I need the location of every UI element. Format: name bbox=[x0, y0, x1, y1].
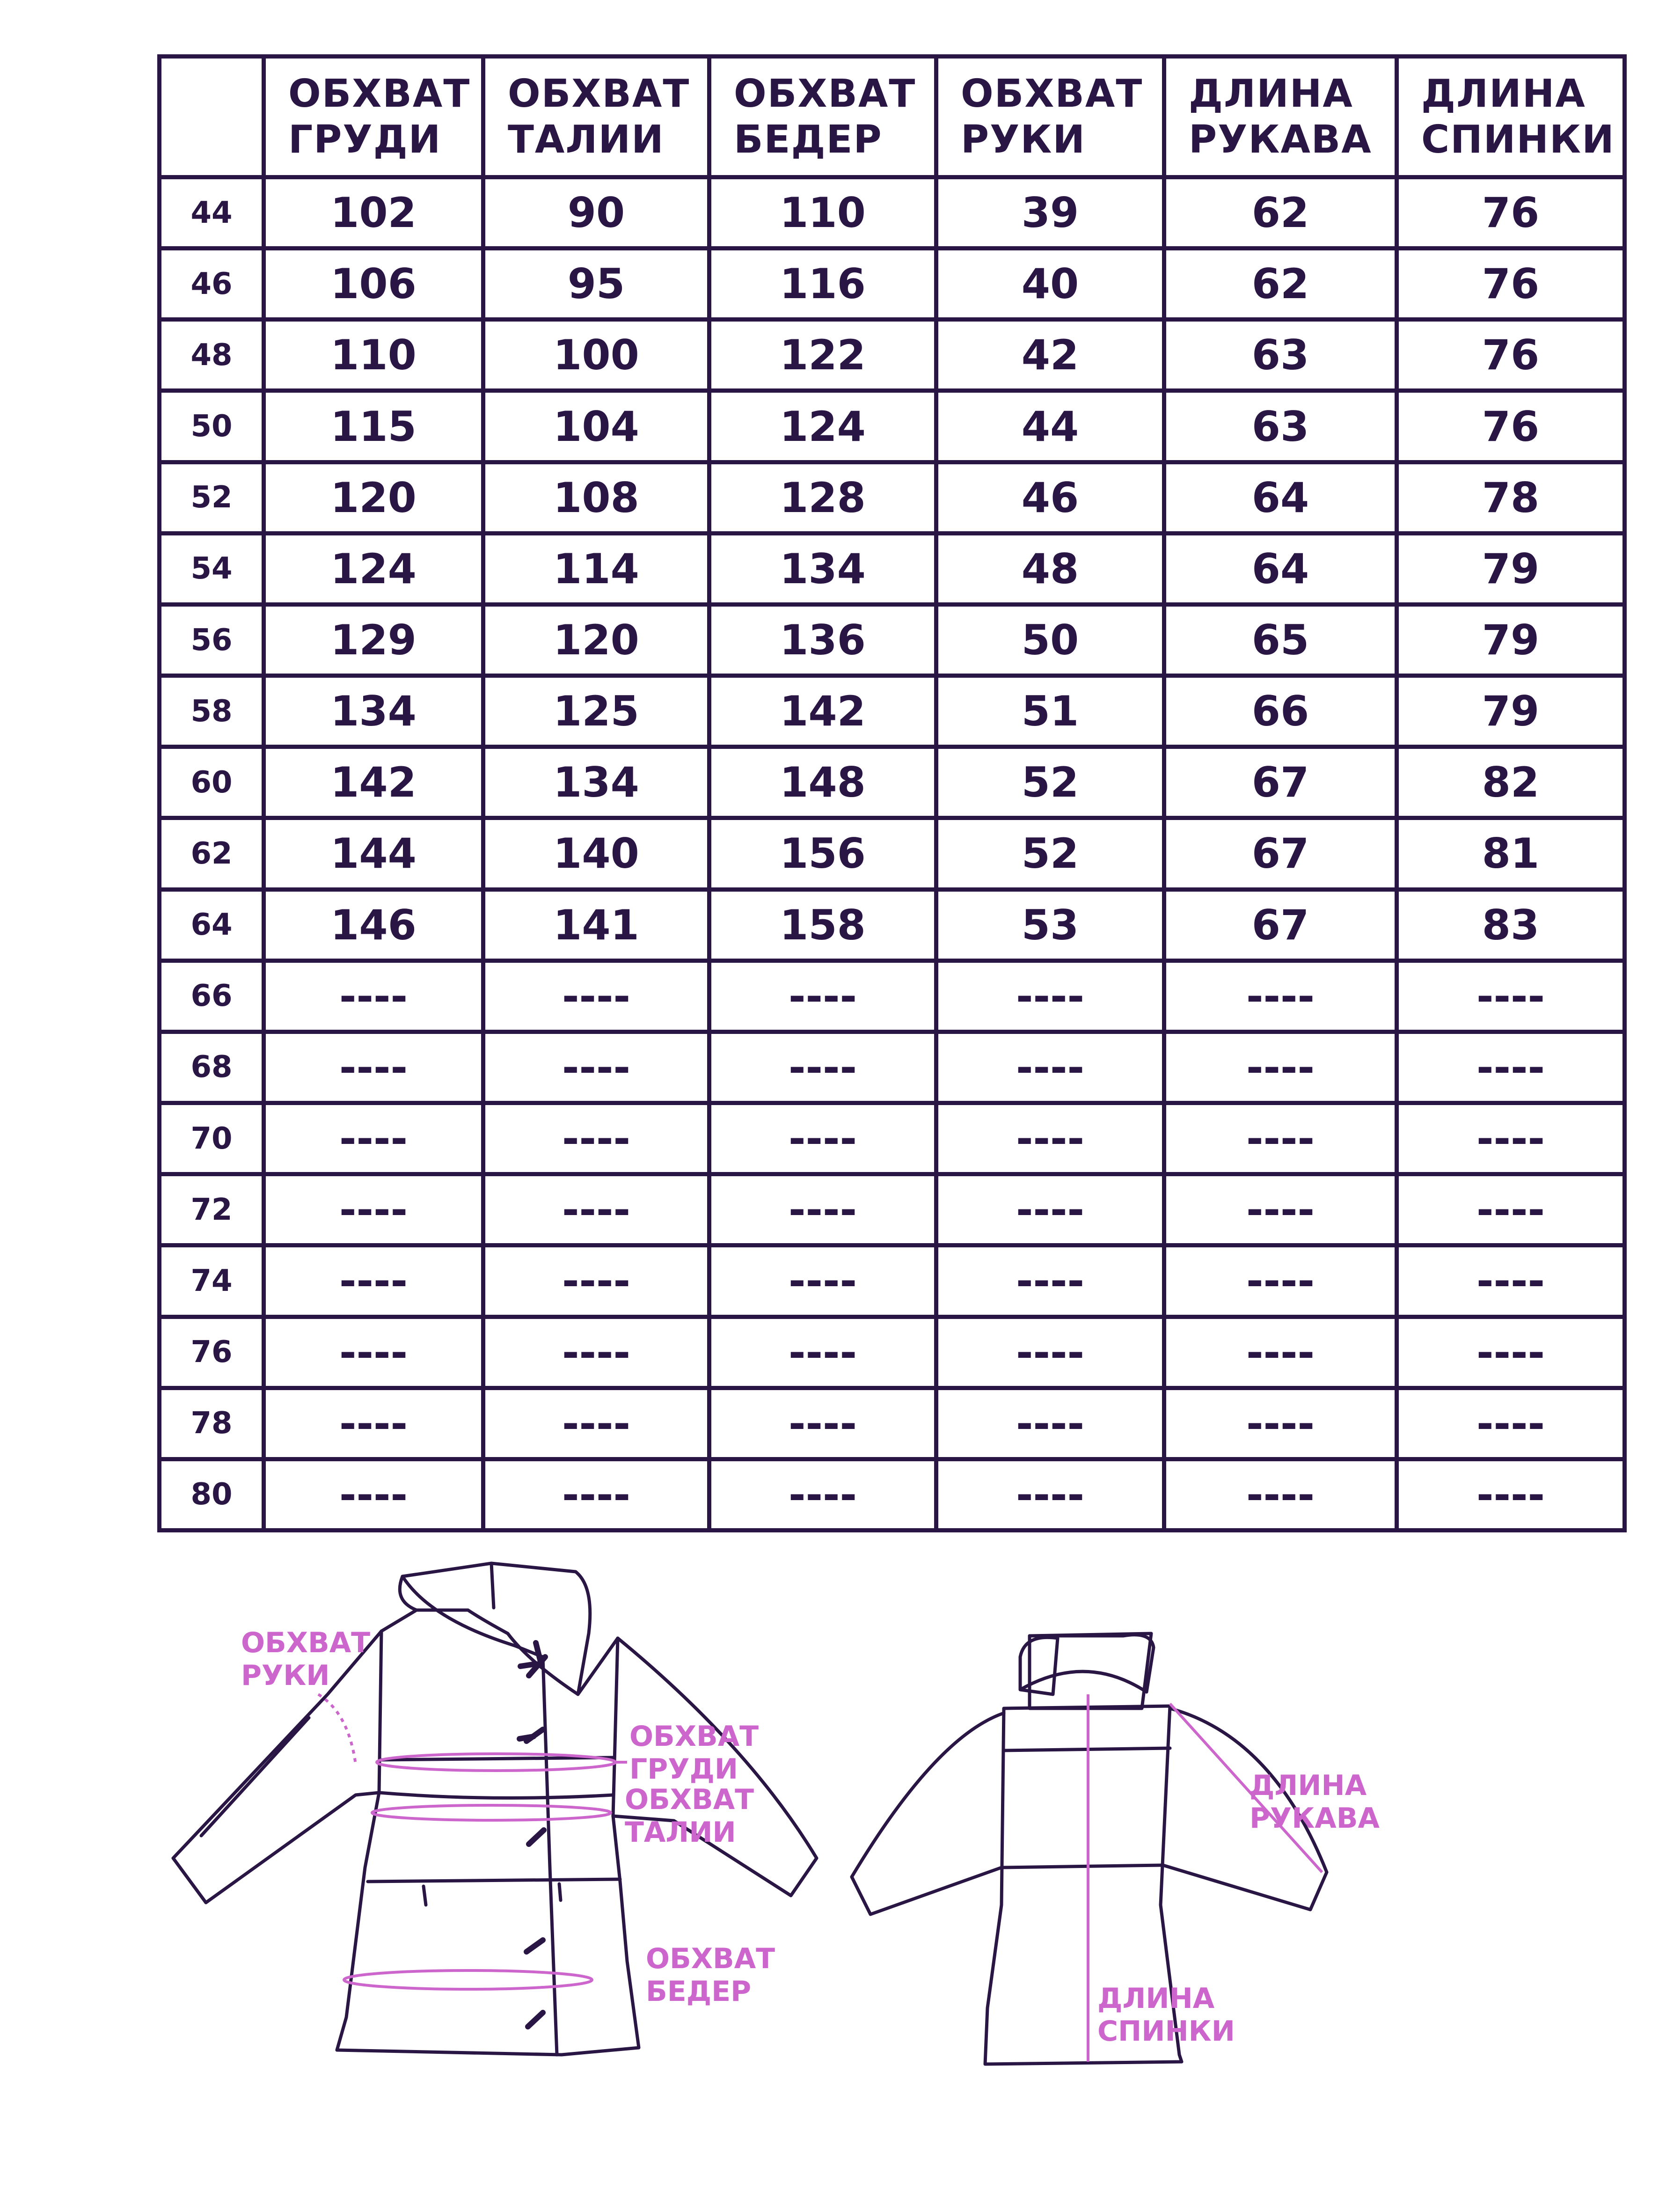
label-hips-line2: БЕДЕР bbox=[646, 1975, 752, 2008]
value-cell: 136 bbox=[709, 604, 936, 675]
value-cell: 76 bbox=[1397, 320, 1625, 391]
value-cell: 76 bbox=[1397, 391, 1625, 462]
value-cell: 62 bbox=[1164, 177, 1397, 249]
value-cell: ---- bbox=[936, 1317, 1164, 1388]
svg-text:ДЛИНАСПИНКИ bbox=[1097, 1982, 1235, 2048]
size-cell: 76 bbox=[160, 1317, 264, 1388]
value-cell: 129 bbox=[264, 604, 483, 675]
table-row bbox=[160, 889, 1625, 960]
value-cell: 95 bbox=[483, 249, 709, 320]
value-cell: 52 bbox=[936, 818, 1164, 889]
garment-diagram bbox=[0, 1540, 1659, 2212]
value-cell: 48 bbox=[936, 533, 1164, 604]
size-cell: 74 bbox=[160, 1245, 264, 1317]
value-cell: 116 bbox=[709, 249, 936, 320]
value-cell: 78 bbox=[1397, 462, 1625, 533]
arm-girth-guide bbox=[318, 1694, 356, 1765]
header-hips: ОБХВАТ БЕДЕР bbox=[709, 57, 936, 177]
label-waist-line2: ТАЛИИ bbox=[625, 1816, 736, 1849]
size-cell: 48 bbox=[160, 320, 264, 391]
value-cell: 81 bbox=[1397, 818, 1625, 889]
value-cell: 158 bbox=[709, 889, 936, 960]
value-cell: ---- bbox=[264, 1103, 483, 1174]
value-cell: ---- bbox=[709, 1032, 936, 1103]
value-cell: 134 bbox=[709, 533, 936, 604]
value-cell: ---- bbox=[709, 1245, 936, 1317]
value-cell: 62 bbox=[1164, 249, 1397, 320]
value-cell: 63 bbox=[1164, 320, 1397, 391]
header-back-length: ДЛИНА СПИНКИ bbox=[1397, 57, 1625, 177]
value-cell: ---- bbox=[1397, 1174, 1625, 1245]
value-cell: 110 bbox=[709, 177, 936, 249]
size-cell: 62 bbox=[160, 818, 264, 889]
value-cell: ---- bbox=[483, 960, 709, 1032]
value-cell: ---- bbox=[483, 1317, 709, 1388]
size-cell: 54 bbox=[160, 533, 264, 604]
value-cell: 50 bbox=[936, 604, 1164, 675]
value-cell: ---- bbox=[936, 1459, 1164, 1530]
table-row bbox=[160, 1245, 1625, 1317]
value-cell: ---- bbox=[483, 1245, 709, 1317]
value-cell: ---- bbox=[264, 1317, 483, 1388]
value-cell: ---- bbox=[709, 1103, 936, 1174]
value-cell: ---- bbox=[483, 1174, 709, 1245]
value-cell: ---- bbox=[936, 1174, 1164, 1245]
value-cell: ---- bbox=[1164, 1317, 1397, 1388]
value-cell: 76 bbox=[1397, 249, 1625, 320]
value-cell: 120 bbox=[264, 462, 483, 533]
toggle-buttons bbox=[519, 1643, 545, 2027]
size-cell: 72 bbox=[160, 1174, 264, 1245]
value-cell: 120 bbox=[483, 604, 709, 675]
value-cell: 104 bbox=[483, 391, 709, 462]
value-cell: ---- bbox=[709, 1174, 936, 1245]
header-waist: ОБХВАТ ТАЛИИ bbox=[483, 57, 709, 177]
label-chest-line1: ОБХВАТ bbox=[629, 1720, 759, 1753]
value-cell: 134 bbox=[483, 747, 709, 818]
size-cell: 70 bbox=[160, 1103, 264, 1174]
value-cell: 142 bbox=[709, 676, 936, 747]
size-cell: 66 bbox=[160, 960, 264, 1032]
back-left-sleeve bbox=[852, 1713, 1004, 1914]
value-cell: ---- bbox=[1397, 960, 1625, 1032]
svg-text:ОБХВАТБЕДЕР bbox=[646, 1942, 775, 2008]
value-cell: 115 bbox=[264, 391, 483, 462]
value-cell: 156 bbox=[709, 818, 936, 889]
value-cell: ---- bbox=[1164, 1032, 1397, 1103]
label-back-line2: СПИНКИ bbox=[1097, 2015, 1235, 2048]
value-cell: 51 bbox=[936, 676, 1164, 747]
value-cell: 64 bbox=[1164, 533, 1397, 604]
size-cell: 80 bbox=[160, 1459, 264, 1530]
value-cell: 44 bbox=[936, 391, 1164, 462]
size-cell: 64 bbox=[160, 889, 264, 960]
corner-cell bbox=[160, 57, 264, 177]
value-cell: 83 bbox=[1397, 889, 1625, 960]
value-cell: ---- bbox=[936, 1103, 1164, 1174]
value-cell: 125 bbox=[483, 676, 709, 747]
value-cell: 146 bbox=[264, 889, 483, 960]
value-cell: 108 bbox=[483, 462, 709, 533]
table-row bbox=[160, 462, 1625, 533]
value-cell: 140 bbox=[483, 818, 709, 889]
value-cell: 79 bbox=[1397, 533, 1625, 604]
value-cell: 67 bbox=[1164, 818, 1397, 889]
table-row bbox=[160, 676, 1625, 747]
value-cell: 67 bbox=[1164, 889, 1397, 960]
table-row bbox=[160, 960, 1625, 1032]
header-arm: ОБХВАТ РУКИ bbox=[936, 57, 1164, 177]
size-cell: 50 bbox=[160, 391, 264, 462]
value-cell: 67 bbox=[1164, 747, 1397, 818]
table-row bbox=[160, 533, 1625, 604]
svg-text:ОБХВАТРУКИ bbox=[241, 1626, 370, 1692]
table-row bbox=[160, 249, 1625, 320]
value-cell: 76 bbox=[1397, 177, 1625, 249]
value-cell: 110 bbox=[264, 320, 483, 391]
value-cell: ---- bbox=[1164, 1103, 1397, 1174]
table-row bbox=[160, 1388, 1625, 1459]
value-cell: 66 bbox=[1164, 676, 1397, 747]
value-cell: 79 bbox=[1397, 676, 1625, 747]
size-cell: 60 bbox=[160, 747, 264, 818]
value-cell: ---- bbox=[1397, 1032, 1625, 1103]
size-chart-table bbox=[157, 54, 1627, 1532]
table-row bbox=[160, 1317, 1625, 1388]
back-hood bbox=[1020, 1635, 1154, 1694]
value-cell: 65 bbox=[1164, 604, 1397, 675]
header-sleeve-length: ДЛИНА РУКАВА bbox=[1164, 57, 1397, 177]
table-row bbox=[160, 747, 1625, 818]
waist-guide bbox=[372, 1805, 611, 1820]
value-cell: 52 bbox=[936, 747, 1164, 818]
value-cell: 90 bbox=[483, 177, 709, 249]
table-body bbox=[160, 177, 1625, 1531]
value-cell: ---- bbox=[709, 960, 936, 1032]
value-cell: ---- bbox=[709, 1317, 936, 1388]
size-cell: 78 bbox=[160, 1388, 264, 1459]
value-cell: 102 bbox=[264, 177, 483, 249]
size-cell: 56 bbox=[160, 604, 264, 675]
table-row bbox=[160, 818, 1625, 889]
value-cell: ---- bbox=[1164, 1174, 1397, 1245]
value-cell: ---- bbox=[264, 960, 483, 1032]
value-cell: 144 bbox=[264, 818, 483, 889]
value-cell: 134 bbox=[264, 676, 483, 747]
table-row bbox=[160, 1032, 1625, 1103]
value-cell: 124 bbox=[709, 391, 936, 462]
svg-text:ОБХВАТТАЛИИ bbox=[625, 1783, 754, 1849]
size-cell: 44 bbox=[160, 177, 264, 249]
value-cell: 82 bbox=[1397, 747, 1625, 818]
value-cell: 148 bbox=[709, 747, 936, 818]
value-cell: 124 bbox=[264, 533, 483, 604]
value-cell: 46 bbox=[936, 462, 1164, 533]
size-cell: 68 bbox=[160, 1032, 264, 1103]
value-cell: 141 bbox=[483, 889, 709, 960]
label-waist-line1: ОБХВАТ bbox=[625, 1783, 754, 1816]
value-cell: ---- bbox=[1397, 1317, 1625, 1388]
label-hips-line1: ОБХВАТ bbox=[646, 1942, 775, 1975]
value-cell: 106 bbox=[264, 249, 483, 320]
value-cell: ---- bbox=[264, 1174, 483, 1245]
value-cell: 40 bbox=[936, 249, 1164, 320]
value-cell: 64 bbox=[1164, 462, 1397, 533]
value-cell: 53 bbox=[936, 889, 1164, 960]
value-cell: 63 bbox=[1164, 391, 1397, 462]
value-cell: 100 bbox=[483, 320, 709, 391]
value-cell: ---- bbox=[1164, 1459, 1397, 1530]
value-cell: ---- bbox=[709, 1459, 936, 1530]
label-chest-line2: ГРУДИ bbox=[629, 1753, 738, 1786]
value-cell: ---- bbox=[1164, 1388, 1397, 1459]
label-sleeve-line1: ДЛИНА bbox=[1250, 1769, 1367, 1802]
value-cell: ---- bbox=[483, 1103, 709, 1174]
value-cell: ---- bbox=[1397, 1459, 1625, 1530]
value-cell: ---- bbox=[709, 1388, 936, 1459]
size-cell: 52 bbox=[160, 462, 264, 533]
value-cell: 128 bbox=[709, 462, 936, 533]
table-row bbox=[160, 1103, 1625, 1174]
value-cell: 114 bbox=[483, 533, 709, 604]
chest-guide bbox=[377, 1754, 615, 1771]
label-back-line1: ДЛИНА bbox=[1097, 1982, 1215, 2015]
front-hood bbox=[400, 1563, 590, 1694]
value-cell: ---- bbox=[264, 1245, 483, 1317]
header-chest: ОБХВАТ ГРУДИ bbox=[264, 57, 483, 177]
value-cell: ---- bbox=[936, 1032, 1164, 1103]
value-cell: ---- bbox=[264, 1388, 483, 1459]
label-arm-line1: ОБХВАТ bbox=[241, 1626, 371, 1659]
value-cell: 39 bbox=[936, 177, 1164, 249]
value-cell: ---- bbox=[264, 1032, 483, 1103]
value-cell: ---- bbox=[936, 1388, 1164, 1459]
value-cell: ---- bbox=[1397, 1245, 1625, 1317]
value-cell: 122 bbox=[709, 320, 936, 391]
value-cell: ---- bbox=[1164, 1245, 1397, 1317]
table-row bbox=[160, 604, 1625, 675]
label-sleeve-line2: РУКАВА bbox=[1250, 1802, 1380, 1835]
table-row bbox=[160, 320, 1625, 391]
value-cell: ---- bbox=[936, 960, 1164, 1032]
size-cell: 58 bbox=[160, 676, 264, 747]
label-arm-line2: РУКИ bbox=[241, 1659, 330, 1692]
value-cell: ---- bbox=[264, 1459, 483, 1530]
table-row bbox=[160, 391, 1625, 462]
table-row bbox=[160, 1174, 1625, 1245]
value-cell: ---- bbox=[483, 1459, 709, 1530]
value-cell: ---- bbox=[936, 1245, 1164, 1317]
size-cell: 46 bbox=[160, 249, 264, 320]
value-cell: 42 bbox=[936, 320, 1164, 391]
value-cell: ---- bbox=[1397, 1388, 1625, 1459]
value-cell: ---- bbox=[483, 1388, 709, 1459]
value-cell: ---- bbox=[1397, 1103, 1625, 1174]
svg-text:ДЛИНАРУКАВА bbox=[1250, 1769, 1380, 1835]
table-row bbox=[160, 1459, 1625, 1530]
table-row bbox=[160, 177, 1625, 249]
value-cell: ---- bbox=[483, 1032, 709, 1103]
value-cell: 142 bbox=[264, 747, 483, 818]
header-row bbox=[160, 57, 1625, 177]
value-cell: ---- bbox=[1164, 960, 1397, 1032]
value-cell: 79 bbox=[1397, 604, 1625, 675]
